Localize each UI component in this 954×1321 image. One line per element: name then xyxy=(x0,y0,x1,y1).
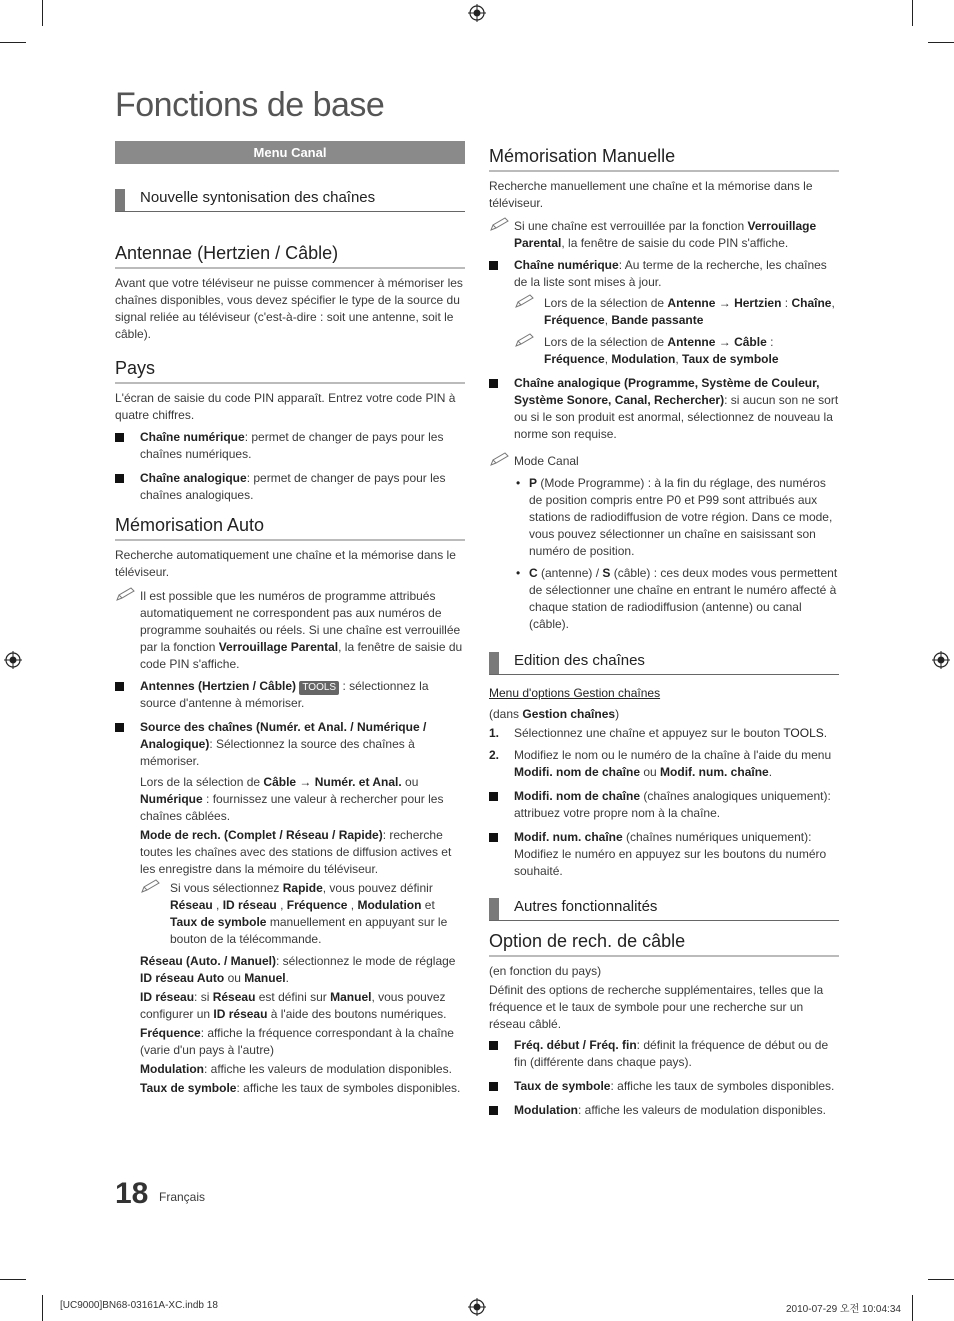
text: est défini sur xyxy=(255,990,331,1004)
options-menu-label xyxy=(489,685,839,702)
text: , vous pouvez configurer un xyxy=(140,990,446,1021)
item-text: : Au terme de la recherche, les chaînes de la liste sont mises à jour. xyxy=(514,258,827,289)
text: Sélectionnez une chaîne et appuyez sur le bouton xyxy=(514,726,784,740)
text: , xyxy=(347,898,358,912)
note xyxy=(489,453,839,470)
list-item xyxy=(115,719,465,770)
term: Fréquence xyxy=(544,352,605,366)
crop-mark xyxy=(912,1295,913,1321)
term: Mode de rech. (Complet / Réseau / Rapide) xyxy=(140,828,383,842)
bullet-square-icon xyxy=(489,1106,498,1115)
term: Manuel xyxy=(330,990,372,1004)
text: : affiche la fréquence correspondant à la chaîne (varie d'un pays à l'autre) xyxy=(140,1026,454,1057)
term: Modif. num. chaîne xyxy=(660,765,769,779)
crop-mark xyxy=(0,42,26,43)
item-text: : sélectionnez la source d'antenne à mémoriser. xyxy=(140,679,429,710)
subhead-label: Autres fonctionnalités xyxy=(514,898,658,915)
text: : fournissez une valeur à rechercher pour les chaînes câblées. xyxy=(140,792,444,823)
item-text: : affiche les taux de symboles disponibles. xyxy=(610,1079,835,1093)
bullet-square-icon xyxy=(489,379,498,388)
mode-canal-list xyxy=(489,475,839,633)
text: manuellement en appuyant sur le bouton de la télécommande. xyxy=(170,915,448,946)
text: , xyxy=(604,352,612,366)
text: à l'aide des boutons numériques. xyxy=(267,1007,447,1021)
list-item xyxy=(115,678,465,712)
text: : sélectionnez le mode de réglage xyxy=(276,954,456,968)
crop-mark xyxy=(42,1295,43,1321)
item-text: (chaînes analogiques uniquement): attribuez votre propre nom à la chaîne. xyxy=(514,789,831,820)
mode-paragraph xyxy=(140,827,465,878)
registration-mark-icon xyxy=(468,1298,486,1316)
term: Antenne → Hertzien xyxy=(667,296,782,310)
crop-mark xyxy=(928,1279,954,1280)
option-text: Définit des options de recherche supplémentaires, telles que la fréquence et le taux de symbole pour une recherche sur un réseau câblé. xyxy=(489,983,824,1031)
term: Taux de symbole xyxy=(682,352,779,366)
text: ou xyxy=(640,765,661,779)
term: S xyxy=(602,566,611,580)
term: ID réseau Auto xyxy=(140,971,225,985)
section-manual-title: Mémorisation Manuelle xyxy=(489,144,839,172)
term: Fréq. début / Fréq. fin xyxy=(514,1038,637,1052)
text: ou xyxy=(224,971,245,985)
right-column xyxy=(489,144,839,1119)
crop-mark xyxy=(928,42,954,43)
note-pencil-icon xyxy=(115,586,137,602)
tools-badge: TOOLS xyxy=(299,681,339,695)
taux-paragraph xyxy=(140,1080,465,1097)
term: Chaîne analogique (Programme, Système de Couleur, Système Sonore, Canal, Rechercher) xyxy=(514,376,820,407)
term: Modulation xyxy=(611,352,676,366)
page-language: Français xyxy=(159,1190,206,1204)
section-option-title: Option de rech. de câble xyxy=(489,929,839,957)
text: . xyxy=(823,726,828,740)
term: Réseau (Auto. / Manuel) xyxy=(140,954,277,968)
text: (câble) : ces deux modes vous permettent de sélectionner une chaîne en entrant le numéro affecté à chaque station de radiodiffusion (antenne) ou canal (câble). xyxy=(529,566,838,631)
note-pencil-icon xyxy=(514,293,536,309)
term: P xyxy=(529,476,538,490)
term: Manuel xyxy=(244,971,286,985)
pays-text: L'écran de saisie du code PIN apparaît. Entrez votre code PIN à quatre chiffres. xyxy=(115,391,456,422)
text: : affiche les taux de symboles disponibles. xyxy=(236,1081,461,1095)
term: Chaîne analogique xyxy=(140,471,247,485)
left-column xyxy=(115,141,465,1097)
text: , xyxy=(675,352,683,366)
section-pays-title: Pays xyxy=(115,356,465,384)
frequence-paragraph xyxy=(140,1025,465,1059)
antenna-text: Avant que votre téléviseur ne puisse commencer à mémoriser les chaînes disponibles, vous devez spécifier le type de la source du signal reliée au téléviseur (c'est-à-dire : soit une antenne, soit le câble). xyxy=(115,276,463,341)
page-title: Fonctions de base xyxy=(115,86,385,124)
text: Lors de la sélection de xyxy=(544,335,668,349)
term: Fréquence xyxy=(140,1026,201,1040)
list-item xyxy=(489,1078,839,1095)
text: Modifiez le nom ou le numéro de la chaîne à l'aide du menu xyxy=(514,748,832,762)
term: Verrouillage Parental xyxy=(514,219,817,250)
section-auto-title: Mémorisation Auto xyxy=(115,513,465,541)
registration-mark-icon xyxy=(932,651,950,669)
list-item xyxy=(115,470,465,504)
term: Antennes (Hertzien / Câble) xyxy=(140,679,297,693)
list-item xyxy=(115,429,465,463)
list-item xyxy=(489,257,839,291)
note xyxy=(115,588,465,673)
term: Taux de symbole xyxy=(170,915,267,929)
term: Numérique xyxy=(140,792,203,806)
note xyxy=(514,295,839,329)
manual-text: Recherche manuellement une chaîne et la mémorise dans le téléviseur. xyxy=(489,179,813,210)
term: Fréquence xyxy=(544,313,605,327)
list-item xyxy=(489,375,839,443)
term: Modif. num. chaîne xyxy=(514,830,623,844)
registration-mark-icon xyxy=(468,4,486,22)
id-reseau-paragraph xyxy=(140,989,465,1023)
subhead-label: Nouvelle syntonisation des chaînes xyxy=(140,189,376,206)
term: Modulation xyxy=(140,1062,204,1076)
term: ID réseau xyxy=(222,898,277,912)
term: Réseau xyxy=(212,990,256,1004)
step-number: 2. xyxy=(489,748,500,762)
option-country: (en fonction du pays) xyxy=(489,964,602,978)
item-text: : définit la fréquence de début ou de fin (différente dans chaque pays). xyxy=(514,1038,829,1069)
term: Modifi. nom de chaîne xyxy=(514,765,641,779)
bullet-square-icon xyxy=(115,474,124,483)
text: , xyxy=(831,296,835,310)
note-text: , la fenêtre de saisie du code PIN s'affiche. xyxy=(140,640,463,671)
text: . xyxy=(768,765,773,779)
footer-timestamp: 2010-07-29 오전 10:04:34 xyxy=(786,1304,901,1315)
list-item xyxy=(514,565,839,633)
term: TOOLS xyxy=(783,726,824,740)
note-pencil-icon xyxy=(489,451,511,467)
list-item xyxy=(489,829,839,880)
registration-mark-icon xyxy=(4,651,22,669)
term: Bande passante xyxy=(611,313,704,327)
term: Antenne → Câble xyxy=(667,335,767,349)
term: Chaîne numérique xyxy=(514,258,619,272)
note xyxy=(514,334,839,368)
crop-mark xyxy=(912,0,913,26)
cable-paragraph xyxy=(140,774,465,825)
list-item xyxy=(489,1102,839,1119)
subhead-edition xyxy=(489,651,839,675)
text: : recherche toutes les chaînes avec des stations de diffusion actives et les enregistre dans la mémoire du téléviseur. xyxy=(140,828,452,876)
list-item xyxy=(489,1037,839,1071)
bullet-square-icon xyxy=(115,723,124,732)
term: Chaîne numérique xyxy=(140,430,245,444)
term: Modulation xyxy=(514,1103,578,1117)
page-number: 18 xyxy=(115,1177,149,1210)
list-item xyxy=(514,475,839,560)
term: Chaîne xyxy=(791,296,832,310)
text: . xyxy=(285,971,289,985)
term: Taux de symbole xyxy=(514,1079,611,1093)
note xyxy=(140,880,465,948)
term: Câble → Numér. et Anal. xyxy=(263,775,402,789)
text: , vous pouvez définir xyxy=(322,881,433,895)
footer-file-info: [UC9000]BN68-03161A-XC.indb 18 xyxy=(60,1300,218,1311)
text: : si xyxy=(194,990,213,1004)
term: Modifi. nom de chaîne xyxy=(514,789,641,803)
subhead-label: Edition des chaînes xyxy=(514,652,645,669)
text: (dans xyxy=(489,707,523,721)
note-pencil-icon xyxy=(489,216,511,232)
crop-mark xyxy=(0,1279,26,1280)
term: Modulation xyxy=(357,898,422,912)
note-text: Il est possible que les numéros de programme attribués automatiquement ne correspondent pas aux numéros de programme souhaités ou réels. Si une chaîne est verrouillée par la fonction xyxy=(140,589,461,654)
menu-canal-bar: Menu Canal xyxy=(115,141,465,164)
term: ID réseau xyxy=(140,990,195,1004)
modulation-paragraph xyxy=(140,1061,465,1078)
term: Réseau xyxy=(170,898,213,912)
text: : affiche les valeurs de modulation disponibles. xyxy=(203,1062,452,1076)
term: Taux de symbole xyxy=(140,1081,237,1095)
text: Mode Canal xyxy=(514,454,579,468)
reseau-paragraph xyxy=(140,953,465,987)
text: : xyxy=(781,296,792,310)
bullet-square-icon xyxy=(489,261,498,270)
term: Source des chaînes (Numér. et Anal. / Numérique / Analogique) xyxy=(140,720,427,751)
step-number: 1. xyxy=(489,726,500,740)
bullet-square-icon xyxy=(489,833,498,842)
term: Verrouillage Parental xyxy=(218,640,339,654)
item-text: : Sélectionnez la source des chaînes à mémoriser. xyxy=(140,737,415,768)
text: (antenne) / xyxy=(537,566,603,580)
term: Rapide xyxy=(282,881,323,895)
bullet-square-icon xyxy=(489,792,498,801)
bullet-square-icon xyxy=(489,1082,498,1091)
note-pencil-icon xyxy=(514,332,536,348)
text: Si une chaîne est verrouillée par la fonction xyxy=(514,219,748,233)
auto-text: Recherche automatiquement une chaîne et la mémorise dans le téléviseur. xyxy=(115,548,456,579)
term: C xyxy=(529,566,538,580)
text: , xyxy=(276,898,287,912)
text: : xyxy=(766,335,774,349)
term: ID réseau xyxy=(213,1007,268,1021)
dans-text xyxy=(489,706,839,723)
item-text: (Mode Programme) : à la fin du réglage, des numéros de position compris entre P0 et P99 sont attribués aux stations de radiodiffusion de votre région. Dans ce mode, vous pouvez sélectionner un chaîne en saisissant son numéro de position. xyxy=(529,476,833,558)
subhead-autres xyxy=(489,897,839,921)
item-text: : permet de changer de pays pour les chaînes numériques. xyxy=(140,430,444,461)
bullet-square-icon xyxy=(489,1041,498,1050)
text: , xyxy=(604,313,612,327)
bullet-square-icon xyxy=(115,433,124,442)
text: Lors de la sélection de xyxy=(544,296,668,310)
note xyxy=(489,218,839,252)
step-item xyxy=(489,725,839,742)
crop-mark xyxy=(42,0,43,26)
note-pencil-icon xyxy=(140,878,162,894)
text: et xyxy=(421,898,435,912)
cable-block xyxy=(115,774,465,1097)
bullet-square-icon xyxy=(115,682,124,691)
list-item xyxy=(489,788,839,822)
item-text: : permet de changer de pays pour les chaînes analogiques. xyxy=(140,471,446,502)
item-text: : si aucun son ne sort ou si le son produit est anormal, sélectionnez de nouveau la norme son requise. xyxy=(514,393,839,441)
item-text: : affiche les valeurs de modulation disponibles. xyxy=(577,1103,826,1117)
text: Si vous sélectionnez xyxy=(170,881,283,895)
term: Fréquence xyxy=(286,898,348,912)
text: , xyxy=(212,898,223,912)
text: ou xyxy=(401,775,419,789)
step-item xyxy=(489,747,839,781)
item-text: (chaînes numériques uniquement): Modifiez le numéro en appuyez sur les boutons du numéro souhaité. xyxy=(514,830,827,878)
options-link: Menu d'options Gestion chaînes xyxy=(489,686,661,700)
text: Lors de la sélection de xyxy=(140,775,264,789)
section-antennae-title: Antennae (Hertzien / Câble) xyxy=(115,241,465,269)
text: , la fenêtre de saisie du code PIN s'affiche. xyxy=(561,236,789,250)
subhead-nouvelle-syntonisation xyxy=(115,188,465,212)
text: ) xyxy=(615,707,620,721)
term: Gestion chaînes xyxy=(522,707,616,721)
